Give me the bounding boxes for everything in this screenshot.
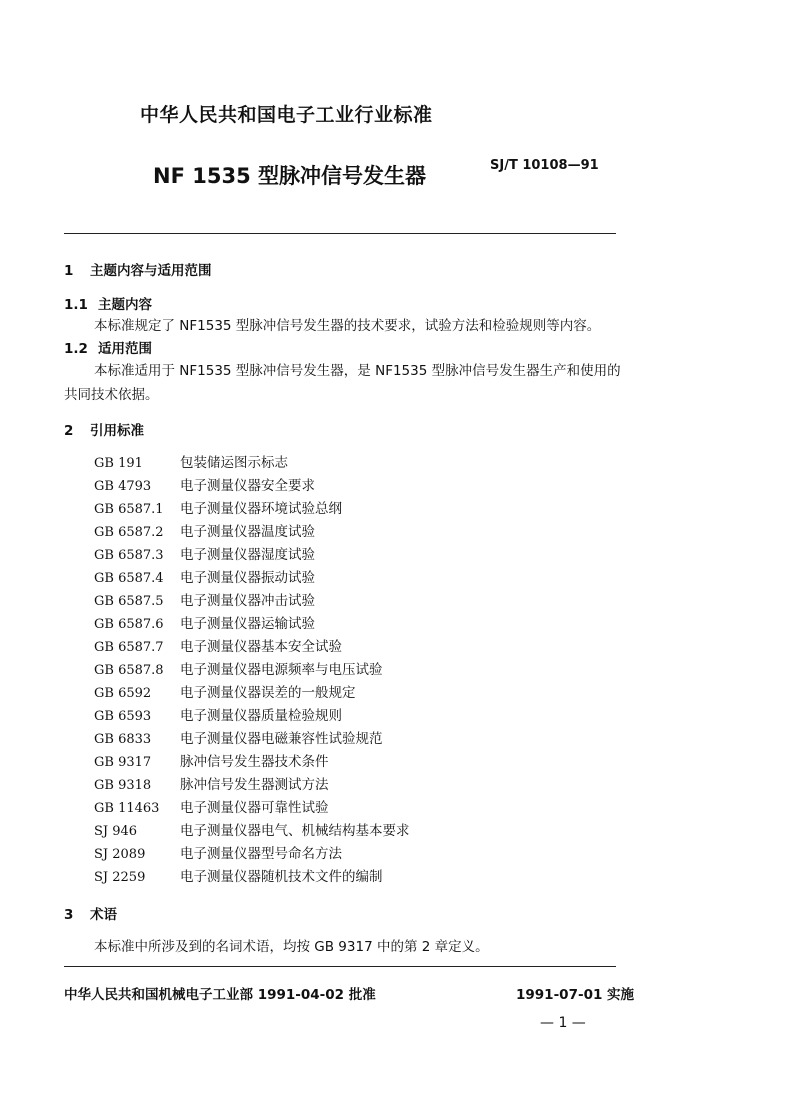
reference-code: GB 6587.6 — [94, 617, 164, 632]
reference-row — [94, 636, 410, 659]
reference-row — [94, 682, 410, 705]
reference-code: SJ 946 — [94, 824, 138, 839]
reference-code: GB 6587.5 — [94, 594, 164, 609]
section-1-2-text-line2: 共同技术依据。 — [64, 387, 159, 403]
page-number: — 1 — — [540, 1015, 586, 1031]
document-title: NF 1535 型脉冲信号发生器 — [153, 164, 426, 188]
reference-row — [94, 774, 410, 797]
section-1-heading — [64, 259, 212, 279]
reference-name: 电子测量仪器电气、机械结构基本要求 — [180, 823, 410, 839]
reference-code: SJ 2259 — [94, 870, 146, 885]
reference-code: GB 11463 — [94, 801, 160, 816]
reference-name: 脉冲信号发生器测试方法 — [180, 777, 329, 793]
reference-row — [94, 590, 410, 613]
reference-row — [94, 521, 410, 544]
reference-name: 电子测量仪器电磁兼容性试验规范 — [180, 731, 383, 747]
reference-row — [94, 452, 410, 475]
reference-code: GB 6587.8 — [94, 663, 164, 678]
section-title: 引用标准 — [90, 423, 144, 439]
footer-divider — [64, 966, 616, 967]
reference-code: GB 4793 — [94, 479, 152, 494]
reference-code: GB 9318 — [94, 778, 152, 793]
reference-code: GB 6587.3 — [94, 548, 164, 563]
reference-row — [94, 659, 410, 682]
approval-statement: 中华人民共和国机械电子工业部 1991-04-02 批准 — [64, 987, 376, 1003]
reference-code: GB 6587.4 — [94, 571, 164, 586]
section-2-heading — [64, 419, 144, 439]
reference-row — [94, 705, 410, 728]
reference-name: 包装储运图示标志 — [180, 455, 288, 471]
reference-name: 电子测量仪器型号命名方法 — [180, 846, 342, 862]
reference-name: 电子测量仪器温度试验 — [180, 524, 315, 540]
reference-code: GB 6587.2 — [94, 525, 164, 540]
reference-row — [94, 613, 410, 636]
reference-name: 电子测量仪器运输试验 — [180, 616, 315, 632]
reference-name: 电子测量仪器可靠性试验 — [180, 800, 329, 816]
reference-name: 电子测量仪器随机技术文件的编制 — [180, 869, 383, 885]
reference-row — [94, 728, 410, 751]
section-number: 3 — [64, 907, 74, 923]
reference-name: 电子测量仪器误差的一般规定 — [180, 685, 356, 701]
reference-code: GB 6593 — [94, 709, 152, 724]
section-1-1-heading — [64, 293, 152, 313]
section-number: 1 — [64, 263, 74, 279]
reference-name: 电子测量仪器环境试验总纲 — [180, 501, 342, 517]
subsection-title: 主题内容 — [98, 297, 152, 313]
reference-name: 电子测量仪器振动试验 — [180, 570, 315, 586]
reference-row — [94, 797, 410, 820]
reference-code: GB 6833 — [94, 732, 152, 747]
reference-row — [94, 567, 410, 590]
reference-row — [94, 866, 410, 889]
section-title: 术语 — [90, 907, 117, 923]
reference-name: 电子测量仪器电源频率与电压试验 — [180, 662, 383, 678]
section-1-1-text: 本标准规定了 NF1535 型脉冲信号发生器的技术要求，试验方法和检验规则等内容。 — [94, 318, 601, 334]
reference-code: SJ 2089 — [94, 847, 146, 862]
reference-name: 电子测量仪器基本安全试验 — [180, 639, 342, 655]
issuing-organization: 中华人民共和国电子工业行业标准 — [140, 104, 433, 126]
standard-code: SJ/T 10108—91 — [490, 158, 599, 173]
reference-row — [94, 820, 410, 843]
effective-date: 1991-07-01 实施 — [516, 987, 635, 1003]
reference-code: GB 6587.7 — [94, 640, 164, 655]
subsection-number: 1.1 — [64, 297, 88, 313]
header-divider — [64, 233, 616, 234]
reference-row — [94, 751, 410, 774]
subsection-number: 1.2 — [64, 341, 88, 357]
reference-name: 电子测量仪器湿度试验 — [180, 547, 315, 563]
reference-row — [94, 544, 410, 567]
reference-name: 电子测量仪器冲击试验 — [180, 593, 315, 609]
reference-code: GB 9317 — [94, 755, 152, 770]
section-number: 2 — [64, 423, 74, 439]
reference-code: GB 6592 — [94, 686, 152, 701]
reference-row — [94, 498, 410, 521]
reference-code: GB 191 — [94, 456, 143, 471]
reference-code: GB 6587.1 — [94, 502, 164, 517]
section-3-heading — [64, 903, 117, 923]
reference-name: 脉冲信号发生器技术条件 — [180, 754, 329, 770]
reference-name: 电子测量仪器安全要求 — [180, 478, 315, 494]
reference-row — [94, 843, 410, 866]
reference-name: 电子测量仪器质量检验规则 — [180, 708, 342, 724]
referenced-standards-list — [94, 452, 410, 889]
subsection-title: 适用范围 — [98, 341, 152, 357]
section-3-text: 本标准中所涉及到的名词术语，均按 GB 9317 中的第 2 章定义。 — [94, 939, 489, 955]
section-1-2-heading — [64, 337, 152, 357]
section-title: 主题内容与适用范围 — [90, 263, 212, 279]
reference-row — [94, 475, 410, 498]
section-1-2-text-line1: 本标准适用于 NF1535 型脉冲信号发生器，是 NF1535 型脉冲信号发生器生产和使用的 — [94, 363, 621, 379]
